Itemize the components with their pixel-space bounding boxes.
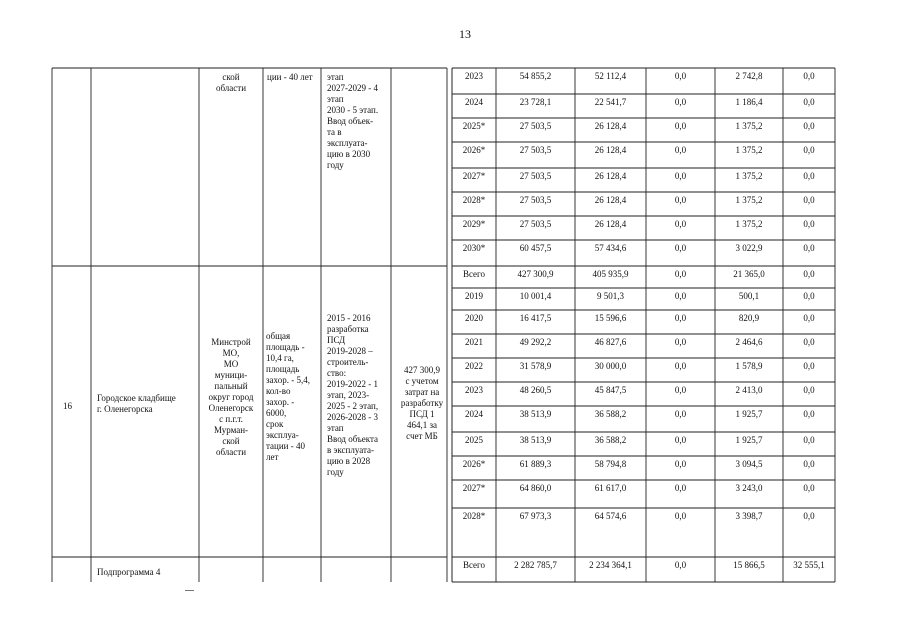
- top-block-value-cell: 0,0: [803, 71, 815, 81]
- item-total-cost: 427 300,9 с учетом затрат на разработку ПСД 1 464,1 за счет МБ: [400, 365, 444, 441]
- item16-value-cell: 1 578,9: [735, 361, 763, 371]
- item16-year-cell: 2024: [465, 409, 483, 419]
- item16-value-cell: 0,0: [674, 291, 687, 301]
- top-block-value-cell: 27 503,5: [519, 219, 552, 229]
- top-block-value-cell: 27 503,5: [519, 171, 552, 181]
- top-block-value-cell: 0,0: [674, 97, 687, 107]
- top-block-year-cell: 2028*: [462, 195, 486, 205]
- top-block-value-cell: 1 375,2: [735, 121, 763, 131]
- item16-value-cell: 10 001,4: [519, 291, 552, 301]
- item16-value-cell: 3 094,5: [735, 459, 763, 469]
- item16-value-cell: 21 365,0: [733, 269, 765, 279]
- subprogram-value-cell: 32 555,1: [793, 560, 825, 570]
- item16-value-cell: 0,0: [803, 361, 815, 371]
- item16-value-cell: 500,1: [738, 291, 760, 301]
- subprogram-year-cell: Всего: [462, 560, 486, 570]
- item16-value-cell: 0,0: [674, 483, 687, 493]
- top-block-value-cell: 0,0: [803, 195, 815, 205]
- top-block-value-cell: 2 742,8: [735, 71, 763, 81]
- item16-value-cell: 0,0: [803, 511, 815, 521]
- item16-year-cell: 2027*: [462, 483, 486, 493]
- item16-value-cell: 49 292,2: [519, 337, 552, 347]
- item16-year-cell: 2023: [465, 385, 483, 395]
- item16-value-cell: 64 860,0: [519, 483, 552, 493]
- item16-year-cell: 2019: [465, 291, 483, 301]
- top-block-value-cell: 26 128,4: [594, 121, 627, 131]
- top-block-value-cell: 0,0: [674, 219, 687, 229]
- top-block-value-cell: 0,0: [674, 121, 687, 131]
- item16-value-cell: 0,0: [803, 337, 815, 347]
- item16-value-cell: 2 413,0: [735, 385, 763, 395]
- item16-value-cell: 31 578,9: [519, 361, 552, 371]
- item16-value-cell: 0,0: [803, 435, 815, 445]
- top-block-value-cell: 27 503,5: [519, 145, 552, 155]
- item16-value-cell: 45 847,5: [594, 385, 627, 395]
- item16-value-cell: 0,0: [674, 435, 687, 445]
- item16-year-cell: 2026*: [462, 459, 486, 469]
- item16-year-cell: 2028*: [462, 511, 486, 521]
- item16-value-cell: 0,0: [674, 459, 687, 469]
- params-continuation: ции - 40 лет: [267, 72, 313, 82]
- scan-mark: [185, 590, 194, 591]
- item16-year-cell: 2022: [465, 361, 483, 371]
- top-block-year-cell: 2023: [465, 71, 483, 81]
- top-block-value-cell: 0,0: [803, 243, 815, 253]
- top-block-value-cell: 0,0: [674, 195, 687, 205]
- item16-value-cell: 15 596,6: [594, 313, 627, 323]
- item16-value-cell: 0,0: [674, 511, 687, 521]
- item16-value-cell: 16 417,5: [519, 313, 552, 323]
- top-block-value-cell: 0,0: [674, 243, 687, 253]
- item16-value-cell: 0,0: [803, 409, 815, 419]
- item16-year-cell: Всего: [462, 269, 486, 279]
- item-number: 16: [63, 401, 72, 411]
- item-name: Городское кладбище г. Оленегорска: [97, 393, 176, 414]
- item16-value-cell: 0,0: [674, 269, 687, 279]
- item16-value-cell: 0,0: [803, 483, 815, 493]
- item16-value-cell: 3 398,7: [735, 511, 763, 521]
- item16-year-cell: 2025: [465, 435, 483, 445]
- item-organization: Минстрой МО, МО муници- пальный округ город Оленегорск с п.г.т. Мурман- ской области: [208, 337, 254, 457]
- subprogram-value-cell: 2 282 785,7: [514, 560, 557, 570]
- top-block-value-cell: 26 128,4: [594, 195, 627, 205]
- stages-continuation: этап 2027-2029 - 4 этап 2030 - 5 этап. Ввод объек- та в эксплуата- цию в 2030 году: [327, 72, 379, 170]
- top-block-value-cell: 26 128,4: [594, 145, 627, 155]
- item16-value-cell: 67 973,3: [519, 511, 552, 521]
- item16-value-cell: 0,0: [803, 313, 815, 323]
- subprogram-value-cell: 2 234 364,1: [589, 560, 632, 570]
- top-block-value-cell: 1 186,4: [735, 97, 763, 107]
- item16-value-cell: 405 935,9: [592, 269, 629, 279]
- top-block-value-cell: 22 541,7: [594, 97, 627, 107]
- top-block-value-cell: 60 457,5: [519, 243, 552, 253]
- item16-value-cell: 38 513,9: [519, 435, 552, 445]
- item16-value-cell: 820,9: [738, 313, 760, 323]
- top-block-value-cell: 27 503,5: [519, 121, 552, 131]
- item16-year-cell: 2020: [465, 313, 483, 323]
- item16-value-cell: 61 889,3: [519, 459, 552, 469]
- item16-value-cell: 2 464,6: [735, 337, 763, 347]
- top-block-value-cell: 3 022,9: [735, 243, 763, 253]
- item16-value-cell: 0,0: [674, 361, 687, 371]
- item16-value-cell: 1 925,7: [735, 409, 763, 419]
- top-block-value-cell: 0,0: [803, 171, 815, 181]
- item16-year-cell: 2021: [465, 337, 483, 347]
- top-block-value-cell: 0,0: [803, 121, 815, 131]
- item16-value-cell: 64 574,6: [594, 511, 627, 521]
- top-block-value-cell: 27 503,5: [519, 195, 552, 205]
- top-block-value-cell: 1 375,2: [735, 145, 763, 155]
- item16-value-cell: 0,0: [803, 459, 815, 469]
- item16-value-cell: 427 300,9: [517, 269, 554, 279]
- page-number: 13: [459, 27, 471, 41]
- item-parameters: общая площадь - 10,4 га, площадь захор. - 5,4, кол-во захор. - 6000, срок эксплуа- тации - 40 лет: [266, 331, 310, 462]
- subprogram-value-cell: 15 866,5: [733, 560, 765, 570]
- org-continuation: ской области: [215, 72, 247, 93]
- item16-value-cell: 48 260,5: [519, 385, 552, 395]
- item16-value-cell: 58 794,8: [594, 459, 627, 469]
- item16-value-cell: 61 617,0: [594, 483, 627, 493]
- top-block-year-cell: 2029*: [462, 219, 486, 229]
- top-block-year-cell: 2030*: [462, 243, 486, 253]
- top-block-value-cell: 0,0: [674, 171, 687, 181]
- top-block-value-cell: 23 728,1: [519, 97, 552, 107]
- top-block-value-cell: 26 128,4: [594, 219, 627, 229]
- top-block-value-cell: 1 375,2: [735, 171, 763, 181]
- top-block-year-cell: 2024: [465, 97, 483, 107]
- item16-value-cell: 9 501,3: [597, 291, 624, 301]
- top-block-value-cell: 0,0: [803, 97, 815, 107]
- top-block-value-cell: 57 434,6: [594, 243, 627, 253]
- subprogram-value-cell: 0,0: [674, 560, 687, 570]
- item16-value-cell: 38 513,9: [519, 409, 552, 419]
- top-block-value-cell: 26 128,4: [594, 171, 627, 181]
- top-block-value-cell: 0,0: [674, 71, 687, 81]
- item16-value-cell: 36 588,2: [594, 435, 627, 445]
- top-block-value-cell: 0,0: [803, 219, 815, 229]
- item-stages: 2015 - 2016 разработка ПСД 2019-2028 – строитель- ство: 2019-2022 - 1 этап, 2023- 2025 - 2 этап, 2026-2028 - 3 этап Ввод объекта в эксплуата- цию в 2028 году: [327, 313, 379, 477]
- item16-value-cell: 0,0: [803, 269, 815, 279]
- item16-value-cell: 1 925,7: [735, 435, 763, 445]
- top-block-value-cell: 0,0: [674, 145, 687, 155]
- top-block-year-cell: 2025*: [462, 121, 486, 131]
- item16-value-cell: 30 000,0: [594, 361, 627, 371]
- subprogram-name: Подпрограмма 4: [97, 567, 161, 577]
- top-block-year-cell: 2026*: [462, 145, 486, 155]
- item16-value-cell: 0,0: [674, 409, 687, 419]
- top-block-value-cell: 0,0: [803, 145, 815, 155]
- top-block-value-cell: 1 375,2: [735, 219, 763, 229]
- item16-value-cell: 0,0: [803, 385, 815, 395]
- top-block-value-cell: 52 112,4: [594, 71, 627, 81]
- item16-value-cell: 36 588,2: [594, 409, 627, 419]
- top-block-value-cell: 54 855,2: [519, 71, 552, 81]
- item16-value-cell: 0,0: [674, 337, 687, 347]
- top-block-year-cell: 2027*: [462, 171, 486, 181]
- item16-value-cell: 46 827,6: [594, 337, 627, 347]
- item16-value-cell: 0,0: [674, 313, 687, 323]
- top-block-value-cell: 1 375,2: [735, 195, 763, 205]
- item16-value-cell: 0,0: [803, 291, 815, 301]
- item16-value-cell: 3 243,0: [735, 483, 763, 493]
- item16-value-cell: 0,0: [674, 385, 687, 395]
